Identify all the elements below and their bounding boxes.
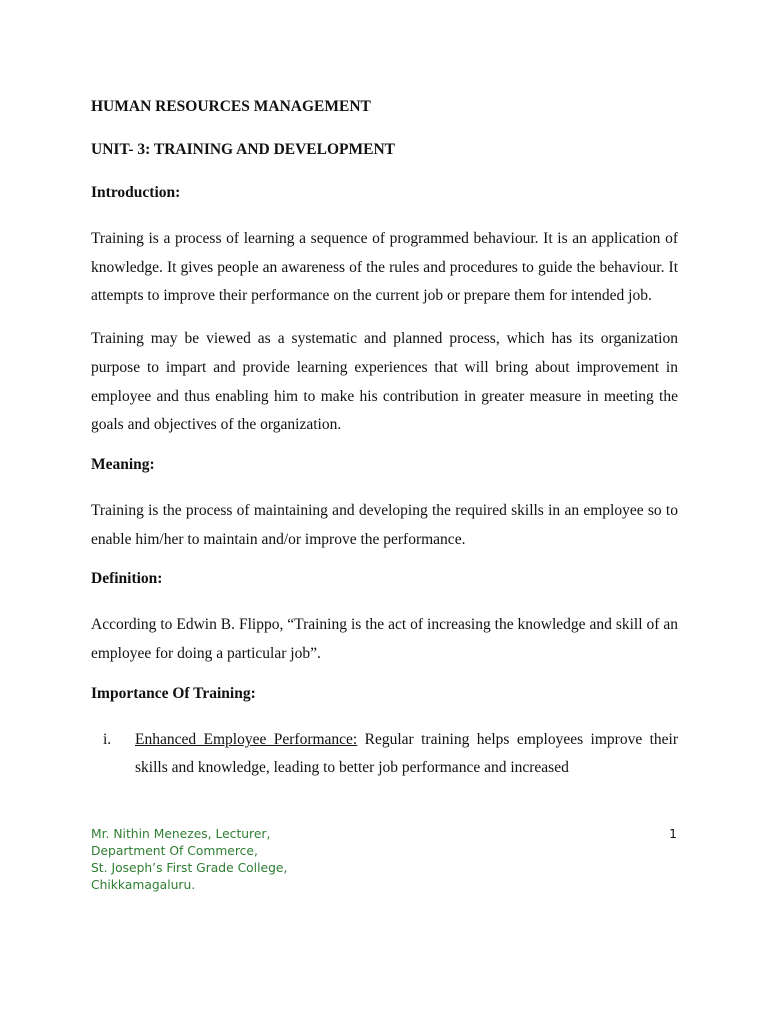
footer-college: St. Joseph’s First Grade College, bbox=[91, 861, 288, 875]
page-footer bbox=[91, 826, 678, 894]
page-number: 1 bbox=[669, 827, 677, 841]
definition-heading: Definition: bbox=[91, 570, 163, 588]
introduction-paragraph: Training is a process of learning a sequence of programmed behaviour. It is an application of knowledge. It gives people an awareness of the rules and procedures to guide the behaviour. It attempts to improve their performance on the current job or prepare them for intended job. bbox=[91, 230, 678, 305]
footer-department: Department Of Commerce, bbox=[91, 844, 258, 858]
introduction-paragraph: Training may be viewed as a systematic and planned process, which has its organization purpose to impart and provide learning experiences that will bring about improvement in employee and thus enabling him to make his contribution in greater measure in meeting the goals and objectives of the organization. bbox=[91, 330, 678, 434]
document-title: HUMAN RESOURCES MANAGEMENT bbox=[91, 98, 371, 115]
importance-heading: Importance Of Training: bbox=[91, 684, 256, 702]
list-item bbox=[91, 726, 678, 783]
introduction-heading: Introduction: bbox=[91, 184, 181, 201]
list-item-term: Enhanced Employee Performance: bbox=[135, 730, 358, 748]
unit-title: UNIT- 3: TRAINING AND DEVELOPMENT bbox=[91, 141, 396, 158]
meaning-paragraph: Training is the process of maintaining and developing the required skills in an employee so to enable him/her to maintain and/or improve the performance. bbox=[91, 501, 678, 548]
importance-list bbox=[91, 726, 678, 783]
footer-author: Mr. Nithin Menezes, Lecturer, bbox=[91, 827, 271, 841]
definition-paragraph: According to Edwin B. Flippo, “Training is the act of increasing the knowledge and skill of an employee for doing a particular job”. bbox=[91, 616, 678, 663]
page-content bbox=[91, 96, 678, 783]
footer-city: Chikkamagaluru. bbox=[91, 878, 196, 892]
list-item-text: Regular training helps employees improve their skills and knowledge, leading to better job performance and increased bbox=[135, 730, 678, 777]
meaning-heading: Meaning: bbox=[91, 455, 155, 473]
list-marker: i. bbox=[103, 730, 112, 748]
